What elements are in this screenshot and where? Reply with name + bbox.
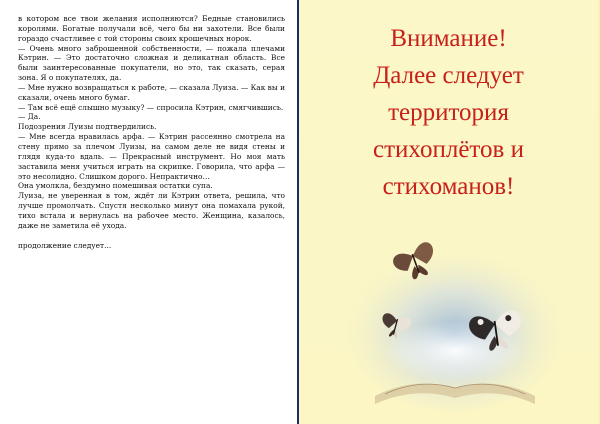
story-text [18,14,285,250]
paragraph: — Мне всегда нравилась арфа. — Кэтрин рассеянно смотрела на стену прямо за плечом Луизы, на самом деле не видя стены и глядя куда-то вдаль. — Прекрасный инструмент. Но моя мать заставила меня учиться играть на скрипке. Говорила, что арфа — это несолидно. Слишком дорого. Непрактично… [18,132,285,181]
notice-line: территория [388,99,509,126]
notice-line: Далее следует [373,62,524,89]
paragraph: в котором все твои желания исполняются? Бедные становились королями. Богатые получали всё, чего бы ни захотели. Все были гораздо счастливее с той стороны своих крошечных норок. [18,14,285,43]
paragraph: Подозрения Луизы подтвердились. [18,122,157,132]
continued-note: продолжение следует... [18,240,112,250]
notice-heading [299,20,598,205]
left-page [0,0,299,424]
right-page [299,0,598,424]
notice-line: стихоплётов и [373,136,524,163]
paragraph: — Там всё ещё слышно музыку? — спросила Кэтрин, смягчившись. [18,102,284,112]
paragraph: Луиза, не уверенная в том, ждёт ли Кэтрин ответа, решила, что лучше промолчать. Спустя несколько минут она помахала рукой, тихо встала и вернулась на рабочее место. Женщина, казалось, даже не заметила её ухода. [18,191,285,230]
butterflies-over-open-book [345,226,565,416]
notice-line: стихоманов! [382,173,515,200]
paragraph: — Да. [18,112,41,122]
paragraph: — Очень много заброшенной собственности, — пожала плечами Кэтрин. — Это достаточно сложная и деликатная область. Все были заинтересованные покупатели, но это, так сказать, серая зона. Я о покупателях, да. [18,43,285,83]
paragraph: — Мне нужно возвращаться к работе, — сказала Луиза. — Как вы и сказали, очень много бумаг. [18,82,285,102]
notice-line: Внимание! [390,25,507,52]
paragraph: Она умолкла, бездумно помешивая остатки супа. [18,181,213,191]
